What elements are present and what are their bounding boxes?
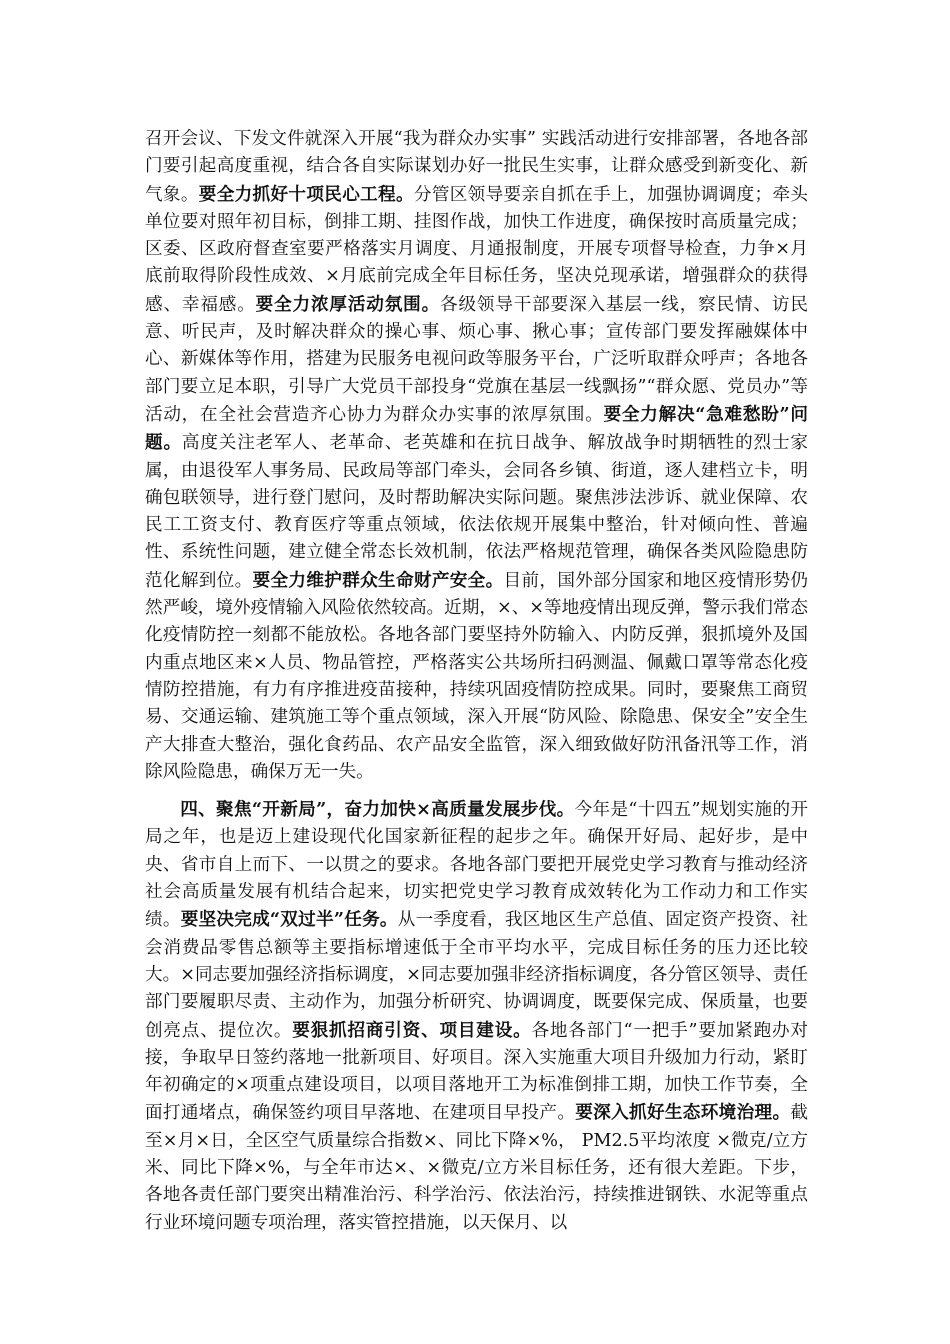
bold-lead-sentence: 要狠抓招商引资、项目建设。 <box>292 1019 532 1041</box>
text-segment: 从一季度看，我区地区生产总值、固定资产投资、社会消费品零售总额等主要指标增速低于全市平均水平，完成目标任务的压力还比较大。×同志要加强经济指标调度，×同志要加强非经济指标调度，各分管区领导、责任部门要履职尽责、主动作为，加强分析研究、协调调度，既要保完成、保质量，也要创亮点、提位次。 <box>145 910 808 1041</box>
text-segment: 召开会议、下发文件就深入开展“我为群众办实事” 实践活动进行安排部署，各地各部门要引起高度重视，结合各自实际谋划办好一批民生实事，让群众感受到新变化、新气象。 <box>145 129 808 205</box>
bold-lead-sentence: 要全力抓好十项民心工程。 <box>198 183 414 205</box>
text-segment: 各级领导干部要深入基层一线，察民情、访民意、听民声，及时解决群众的操心事、烦心事、揪心事；宣传部门要发挥融媒体中心、新媒体等作用，搭建为民服务电视问政等服务平台，广泛听取群众呼声；各地各部门要立足本职，引导广大党员干部投身“党旗在基层一线飘扬”“群众愿、党员办”等活动，在全社会营造齐心协力为群众办实事的浓厚氛围。 <box>145 294 808 425</box>
bold-lead-sentence: 要全力浓厚活动氛围。 <box>255 293 441 315</box>
bold-lead-sentence: 要坚决完成“双过半”任务。 <box>180 909 398 931</box>
bold-lead-sentence: 要深入抓好生态环境治理。 <box>575 1102 791 1124</box>
text-segment: 各地各部门“一把手”要加紧跑办对接，争取早日签约落地一批新项目、好项目。深入实施重大项目升级加力行动，紧盯年初确定的×项重点建设项目，以项目落地开工为标准倒排工期，加快工作节奏，全面打通堵点，确保签约项目早落地、在建项目早投产。 <box>145 1020 808 1124</box>
bold-lead-sentence: 要全力维护群众生命财产安全。 <box>252 569 504 591</box>
text-segment: 目前，国外部分国家和地区疫情形势仍然严峻，境外疫情输入风险依然较高。近期，×、×等地疫情出现反弹，警示我们常态化疫情防控一刻都不能放松。各地各部门要坚持外防输入、内防反弹，狠抓境外及国内重点地区来×人员、物品管控，严格落实公共场所扫码测温、佩戴口罩等常态化疫情防控措施，有力有序推进疫苗接种，持续巩固疫情防控成果。同时，要聚焦工商贸易、交通运输、建筑施工等个重点领域，深入开展“防风险、除隐患、保安全”安全生产大排查大整治，强化食药品、农产品安全监管，深入细致做好防汛备汛等工作，消除风险隐患，确保万无一失。 <box>145 570 808 782</box>
text-segment: 高度关注老军人、老革命、老英雄和在抗日战争、解放战争时期牺牲的烈士家属，由退役军人事务局、民政局等部门牵头，会同各乡镇、街道，逐人建档立卡，明确包联领导，进行登门慰问，及时帮助解决实际问题。聚焦涉法涉诉、就业保障、农民工工资支付、教育医疗等重点领域，依法依规开展集中整治，针对倾向性、普遍性、系统性问题，建立健全常态长效机制，依法严格规范管理，确保各类风险隐患防范化解到位。 <box>145 433 808 591</box>
paragraph-section-four <box>145 796 808 1237</box>
text-segment: 今年是“十四五”规划实施的开局之年，也是迈上建设现代化国家新征程的起步之年。确保开好局、起好步，是中央、省市自上而下、一以贯之的要求。各地各部门要把开展党史学习教育与推动经济社会高质量发展有机结合起来，切实把党史学习教育成效转化为工作动力和工作实绩。 <box>145 800 808 931</box>
text-segment: 截至×月×日，全区空气质量综合指数×、同比下降×%， PM2.5平均浓度 ×微克/立方米、同比下降×%，与全年市达×、×微克/立方米目标任务，还有很大差距。下步，各地各责任部门要突出精准治污、科学治污、依法治污，持续推进钢铁、水泥等重点行业环境问题专项治理，落实管控措施，以天保月、以 <box>145 1103 808 1233</box>
bold-lead-sentence: 要全力解决“急难愁盼”问题。 <box>145 403 808 454</box>
text-segment: 分管区领导要亲自抓在手上，加强协调调度；牵头单位要对照年初目标，倒排工期、挂图作战，加快工作进度，确保按时高质量完成；区委、区政府督查室要严格落实月调度、月通报制度，开展专项督导检查，力争×月底前取得阶段性成效、×月底前完成全年目标任务，坚决兑现承诺，增强群众的获得感、幸福感。 <box>145 184 808 315</box>
section-heading: 四、聚焦“开新局”，奋力加快×高质量发展步伐。 <box>180 799 575 821</box>
paragraph-continuation <box>145 126 808 786</box>
document-page <box>145 126 808 1237</box>
